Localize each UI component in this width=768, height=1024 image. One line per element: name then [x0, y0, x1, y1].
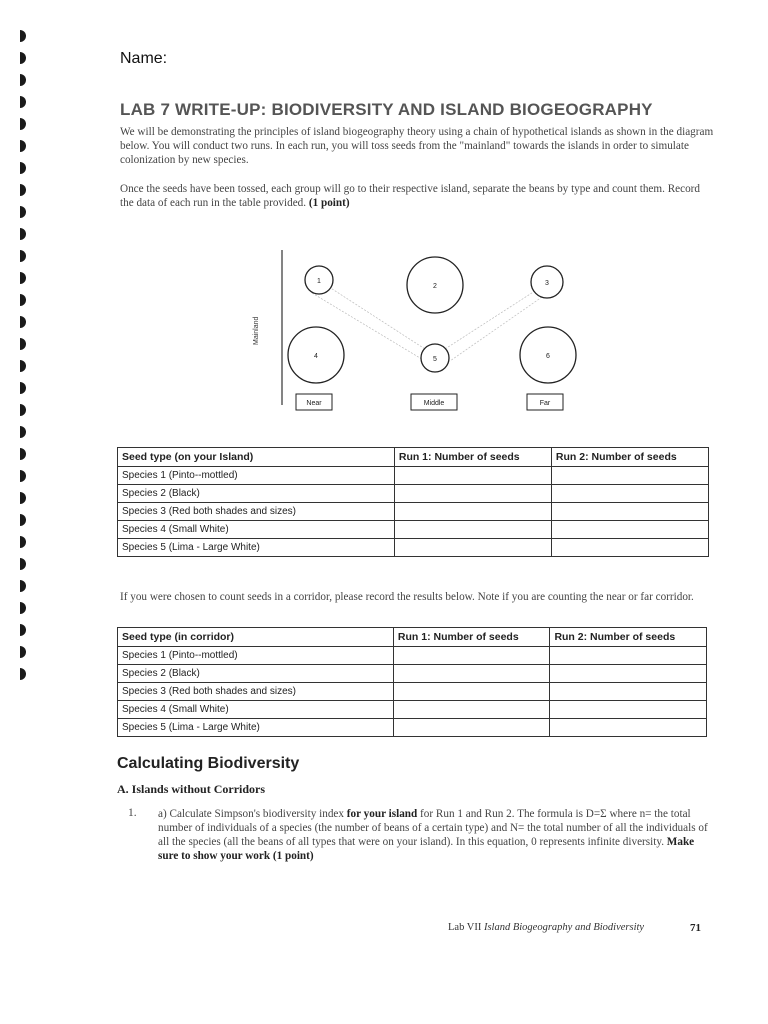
- seed-type-cell: Species 3 (Red both shades and sizes): [118, 503, 395, 521]
- column-header: Run 2: Number of seeds: [550, 628, 707, 647]
- question-bold-2: Make sure to show your work (1 point): [158, 836, 695, 862]
- run2-entry-cell[interactable]: [550, 647, 707, 665]
- binder-holes: [20, 30, 28, 730]
- run2-entry-cell[interactable]: [551, 503, 708, 521]
- column-header: Seed type (in corridor): [118, 628, 394, 647]
- island-6-label: 6: [546, 353, 550, 360]
- question-text-1: Calculate Simpson's biodiversity index: [169, 808, 344, 820]
- run1-entry-cell[interactable]: [393, 719, 550, 737]
- column-header: Run 2: Number of seeds: [551, 448, 708, 467]
- table-row: [118, 521, 709, 539]
- seed-type-cell: Species 5 (Lima - Large White): [118, 539, 395, 557]
- footer-title: Island Biogeography and Biodiversity: [483, 922, 645, 933]
- island-1-label: 1: [317, 278, 321, 285]
- column-header: Seed type (on your Island): [118, 448, 395, 467]
- run1-entry-cell[interactable]: [394, 539, 551, 557]
- table-row: [118, 485, 709, 503]
- run2-entry-cell[interactable]: [550, 701, 707, 719]
- island-5-label: 5: [433, 356, 437, 363]
- subsection-heading: A. Islands without Corridors: [117, 782, 266, 796]
- question-bold-1: for your island: [346, 808, 418, 820]
- run2-entry-cell[interactable]: [551, 521, 708, 539]
- mainland-label: Mainland: [253, 316, 260, 345]
- intro-paragraph-2: [120, 182, 715, 210]
- page-title: LAB 7 WRITE-UP: BIODIVERSITY AND ISLAND BIOGEOGRAPHY: [120, 100, 653, 119]
- page-footer: [448, 922, 644, 933]
- corridor-seed-table: [117, 627, 707, 737]
- middle-label: Middle: [423, 400, 445, 407]
- run1-entry-cell[interactable]: [394, 521, 551, 539]
- section-heading: Calculating Biodiversity: [117, 755, 300, 772]
- seed-type-cell: Species 1 (Pinto--mottled): [118, 647, 394, 665]
- near-label: Near: [306, 400, 322, 407]
- island-seed-table: [117, 447, 709, 557]
- run1-entry-cell[interactable]: [393, 683, 550, 701]
- name-label: Name:: [120, 50, 168, 67]
- table-row: [118, 683, 707, 701]
- run2-entry-cell[interactable]: [550, 683, 707, 701]
- run2-entry-cell[interactable]: [551, 467, 708, 485]
- island-4-label: 4: [314, 353, 318, 360]
- table-row: [118, 665, 707, 683]
- run1-entry-cell[interactable]: [393, 647, 550, 665]
- table-row: [118, 467, 709, 485]
- intro-paragraph-1: We will be demonstrating the principles of island biogeography theory using a chain of hypothetical islands as shown in the diagram below. You will conduct two runs. In each run, you will toss seeds from the "mainland" towards the islands in order to simulate colonization by new species.: [120, 126, 714, 166]
- island-diagram: [240, 245, 600, 420]
- run2-entry-cell[interactable]: [550, 719, 707, 737]
- seed-type-cell: Species 4 (Small White): [118, 521, 395, 539]
- run2-entry-cell[interactable]: [550, 665, 707, 683]
- seed-type-cell: Species 5 (Lima - Large White): [118, 719, 394, 737]
- run1-entry-cell[interactable]: [393, 701, 550, 719]
- table-row: [118, 719, 707, 737]
- table-row: [118, 539, 709, 557]
- question-part: a): [158, 808, 167, 820]
- corridor-note: If you were chosen to count seeds in a corridor, please record the results below. Note if you are counting the near or far corridor.: [120, 591, 694, 603]
- run1-entry-cell[interactable]: [394, 467, 551, 485]
- question-text: [158, 807, 713, 863]
- seed-type-cell: Species 3 (Red both shades and sizes): [118, 683, 394, 701]
- run1-entry-cell[interactable]: [393, 665, 550, 683]
- table-row: [118, 503, 709, 521]
- table-row: [118, 647, 707, 665]
- question-text-2: for Run 1 and Run 2. The formula is D=Σ where n= the total number of individuals of a species (the number of beans of a certain type) and N= the total number of all the individuals of all the species (all the beans of all types that were on your island). In this equation, 0 represents infinite diversity.: [158, 808, 708, 848]
- run2-entry-cell[interactable]: [551, 485, 708, 503]
- run1-entry-cell[interactable]: [394, 503, 551, 521]
- run2-entry-cell[interactable]: [551, 539, 708, 557]
- footer-lab: Lab VII: [448, 922, 482, 933]
- column-header: Run 1: Number of seeds: [394, 448, 551, 467]
- seed-type-cell: Species 2 (Black): [118, 485, 395, 503]
- intro-paragraph-2-text: Once the seeds have been tossed, each group will go to their respective island, separate the beans by type and count them. Record the data of each run in the table provided.: [120, 183, 701, 209]
- table-header-row: [118, 628, 707, 647]
- intro-points: (1 point): [308, 197, 350, 209]
- seed-type-cell: Species 1 (Pinto--mottled): [118, 467, 395, 485]
- column-header: Run 1: Number of seeds: [393, 628, 550, 647]
- seed-type-cell: Species 4 (Small White): [118, 701, 394, 719]
- island-3-label: 3: [545, 280, 549, 287]
- run1-entry-cell[interactable]: [394, 485, 551, 503]
- question-number: 1.: [128, 807, 137, 819]
- island-2-label: 2: [433, 283, 437, 290]
- seed-type-cell: Species 2 (Black): [118, 665, 394, 683]
- table-header-row: [118, 448, 709, 467]
- table-row: [118, 701, 707, 719]
- page-number: 71: [690, 922, 701, 934]
- far-label: Far: [539, 400, 551, 407]
